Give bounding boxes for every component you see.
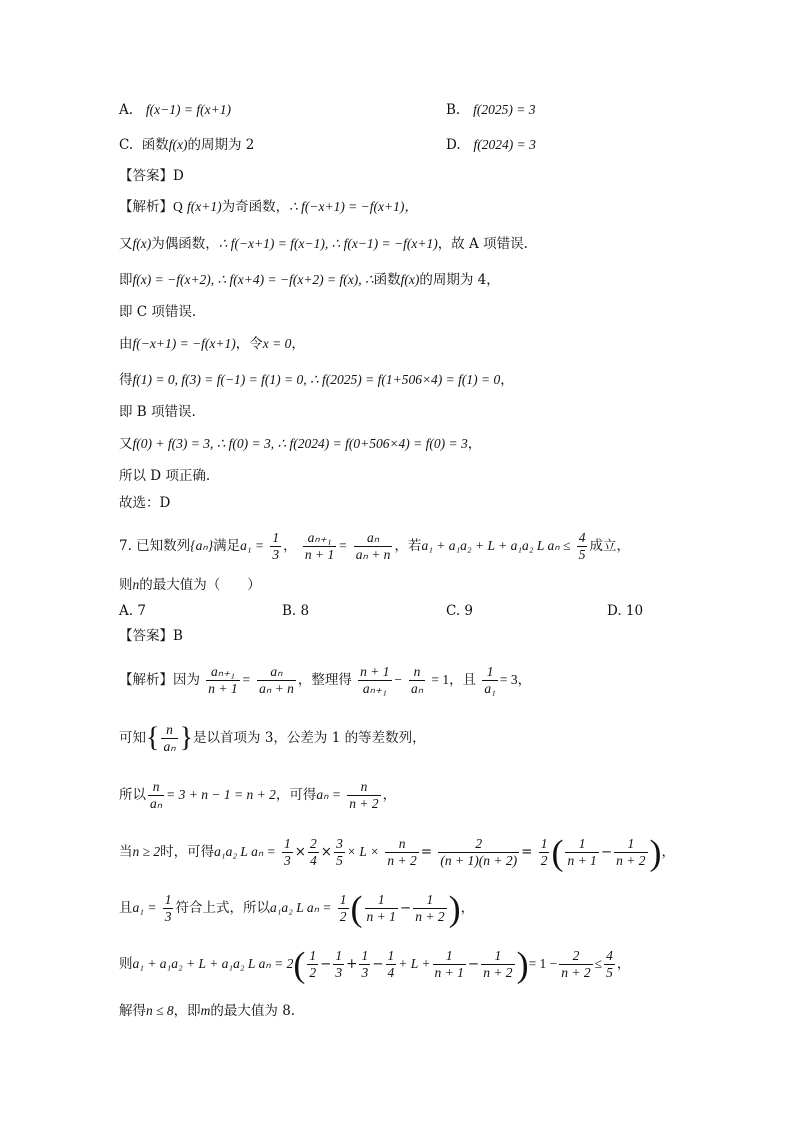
q7-answer: 【答案】B xyxy=(119,628,183,644)
fraction: $\frac{n}{n + 2}$ xyxy=(387,836,417,868)
fraction: $\frac{1}{3}$ xyxy=(272,530,280,562)
q6-solution-line-5: 由f(−x+1) = −f(x+1)，令x = 0， xyxy=(119,336,305,352)
option-a: A. f(x−1) = f(x+1) xyxy=(119,102,231,118)
q6-solution-line-9: 所以 D 项正确. xyxy=(119,468,211,484)
q6-solution-line-8: 又f(0) + f(3) = 3, ∴ f(0) = 3, ∴ f(2024) = f(0+506×4) = f(0) = 3， xyxy=(119,436,482,452)
q7-statement-line-2: 则n的最大值为（ ） xyxy=(119,577,261,593)
q7-option-a: A. 7 xyxy=(119,603,146,619)
q7-solution-line-4: 当n ≥ 2时，可得a₁a₂ L aₙ = $\frac{1}{3}$ × $\frac{2}{4}$ × $\frac{3}{5}$ × L × $\frac{n}{n + 2}$ = $\frac{2}{(n + 1)(n + 2)}$ = $\frac{1}{2}$ ( $\frac{1}{n + 1}$ − $\frac{1}{n + 2}$ )， xyxy=(119,832,675,873)
q7-solution-line-7: 解得n ≤ 8，即m的最大值为 8. xyxy=(119,1003,296,1019)
q6-solution-line-2: 又f(x)为偶函数，∴ f(−x+1) = f(x−1), ∴ f(x−1) = −f(x+1)，故 A 项错误. xyxy=(119,236,528,252)
fraction: $\frac{1}{n + 1}$ xyxy=(366,892,396,924)
fraction: $\frac{\text{aₙ}}{\text{aₙ + n}}$ xyxy=(355,530,391,562)
q7-option-d: D. 10 xyxy=(607,603,644,619)
fraction: $\frac{1}{3}$ xyxy=(335,948,343,980)
fraction: $\frac{1}{2}$ xyxy=(540,836,548,868)
fraction: $\frac{4}{5}$ xyxy=(606,948,613,980)
fraction: $\frac{n}{\text{aₙ}}$ xyxy=(163,722,176,754)
fraction: $\frac{3}{5}$ xyxy=(336,836,343,868)
fraction: $\frac{2}{(n + 1)(n + 2)}$ xyxy=(440,836,518,868)
q7-statement-line-1: 7. 已知数列{aₙ}满足a₁ = $\frac{1}{3}$ ， $\frac{\text{aₙ₊₁}}{n + 1}$ = $\frac{\text{aₙ}}{\text{aₙ + n}}$ ，若a₁ + a₁a₂ + L + a₁a₂ L aₙ ≤ $\frac{4}{5}$ 成立， xyxy=(119,530,630,562)
fraction: $\frac{1}{2}$ xyxy=(339,892,347,924)
q6-solution-line-1: 【解析】Q f(x+1)为奇函数，∴ f(−x+1) = −f(x+1)， xyxy=(119,199,418,215)
fraction: $\frac{n}{\text{aₙ}}$ xyxy=(410,664,424,696)
fraction: $\frac{2}{4}$ xyxy=(310,836,317,868)
q6-final-choice: 故选：D xyxy=(119,495,171,511)
fraction: $\frac{1}{3}$ xyxy=(164,892,172,924)
fraction: $\frac{1}{4}$ xyxy=(387,948,395,980)
q7-option-b: B. 8 xyxy=(282,603,310,619)
q7-solution-line-1: 【解析】因为 $\frac{\text{aₙ₊₁}}{n + 1}$ = $\frac{\text{aₙ}}{\text{aₙ + n}}$ ，整理得 $\frac{n + 1}{\text{aₙ₊₁}}$ − $\frac{n}{\text{aₙ}}$ = 1，且 $\frac{1}{\text{a₁}}$ = 3， xyxy=(119,664,532,696)
fraction: $\frac{1}{n + 2}$ xyxy=(483,948,513,980)
fraction: $\frac{\text{aₙ}}{\text{aₙ + n}}$ xyxy=(259,664,294,696)
fraction: $\frac{n + 1}{\text{aₙ₊₁}}$ xyxy=(360,664,390,696)
fraction: $\frac{2}{n + 2}$ xyxy=(561,948,591,980)
q7-solution-line-6: 则a₁ + a₁a₂ + L + a₁a₂ L aₙ = 2( $\frac{1}{2}$ − $\frac{1}{3}$ + $\frac{1}{3}$ − $\frac{1}{4}$ + L + $\frac{1}{n + 1}$ − $\frac{1}{n + 2}$ )= 1 − $\frac{2}{n + 2}$ ≤ $\frac{4}{5}$ ， xyxy=(119,944,631,985)
q6-solution-line-4: 即 C 项错误. xyxy=(119,304,197,320)
fraction: $\frac{1}{3}$ xyxy=(361,948,369,980)
option-c: C. 函数f(x)的周期为 2 xyxy=(119,137,255,153)
q6-solution-line-3: 即f(x) = −f(x+2), ∴ f(x+4) = −f(x+2) = f(x), ∴函数f(x)的周期为 4， xyxy=(119,272,500,288)
fraction: $\frac{\text{aₙ₊₁}}{n + 1}$ xyxy=(304,530,335,562)
fraction: $\frac{\text{aₙ₊₁}}{n + 1}$ xyxy=(208,664,238,696)
q6-answer: 【答案】D xyxy=(119,168,184,184)
fraction: $\frac{4}{5}$ xyxy=(578,530,586,562)
fraction: $\frac{1}{\text{a₁}}$ xyxy=(484,664,496,696)
q6-solution-line-6: 得f(1) = 0, f(3) = f(−1) = f(1) = 0, ∴ f(2025) = f(1+506×4) = f(1) = 0， xyxy=(119,372,514,388)
fraction: $\frac{1}{n + 2}$ xyxy=(415,892,445,924)
option-d: D. f(2024) = 3 xyxy=(446,137,536,153)
fraction: $\frac{1}{n + 1}$ xyxy=(434,948,464,980)
fraction: $\frac{1}{n + 2}$ xyxy=(616,836,646,868)
q7-solution-line-5: 且a₁ = $\frac{1}{3}$ 符合上式，所以a₁a₂ L aₙ = $\frac{1}{2}$ ( $\frac{1}{n + 1}$ − $\frac{1}{n + 2}$ )， xyxy=(119,888,475,929)
fraction: $\frac{n}{n + 2}$ xyxy=(349,779,379,811)
option-b: B. f(2025) = 3 xyxy=(446,102,536,118)
q7-solution-line-2: 可知{ $\frac{n}{\text{aₙ}}$ }是以首项为 3，公差为 1 的等差数列， xyxy=(119,722,426,754)
fraction: $\frac{1}{2}$ xyxy=(309,948,317,980)
q6-solution-line-7: 即 B 项错误. xyxy=(119,404,196,420)
q7-option-c: C. 9 xyxy=(446,603,474,619)
fraction: $\frac{1}{3}$ xyxy=(283,836,291,868)
fraction: $\frac{n}{\text{aₙ}}$ xyxy=(150,779,163,811)
q7-solution-line-3: 所以 $\frac{n}{\text{aₙ}}$ = 3 + n − 1 = n + 2，可得aₙ = $\frac{n}{n + 2}$ ， xyxy=(119,779,397,811)
fraction: $\frac{1}{n + 1}$ xyxy=(567,836,597,868)
